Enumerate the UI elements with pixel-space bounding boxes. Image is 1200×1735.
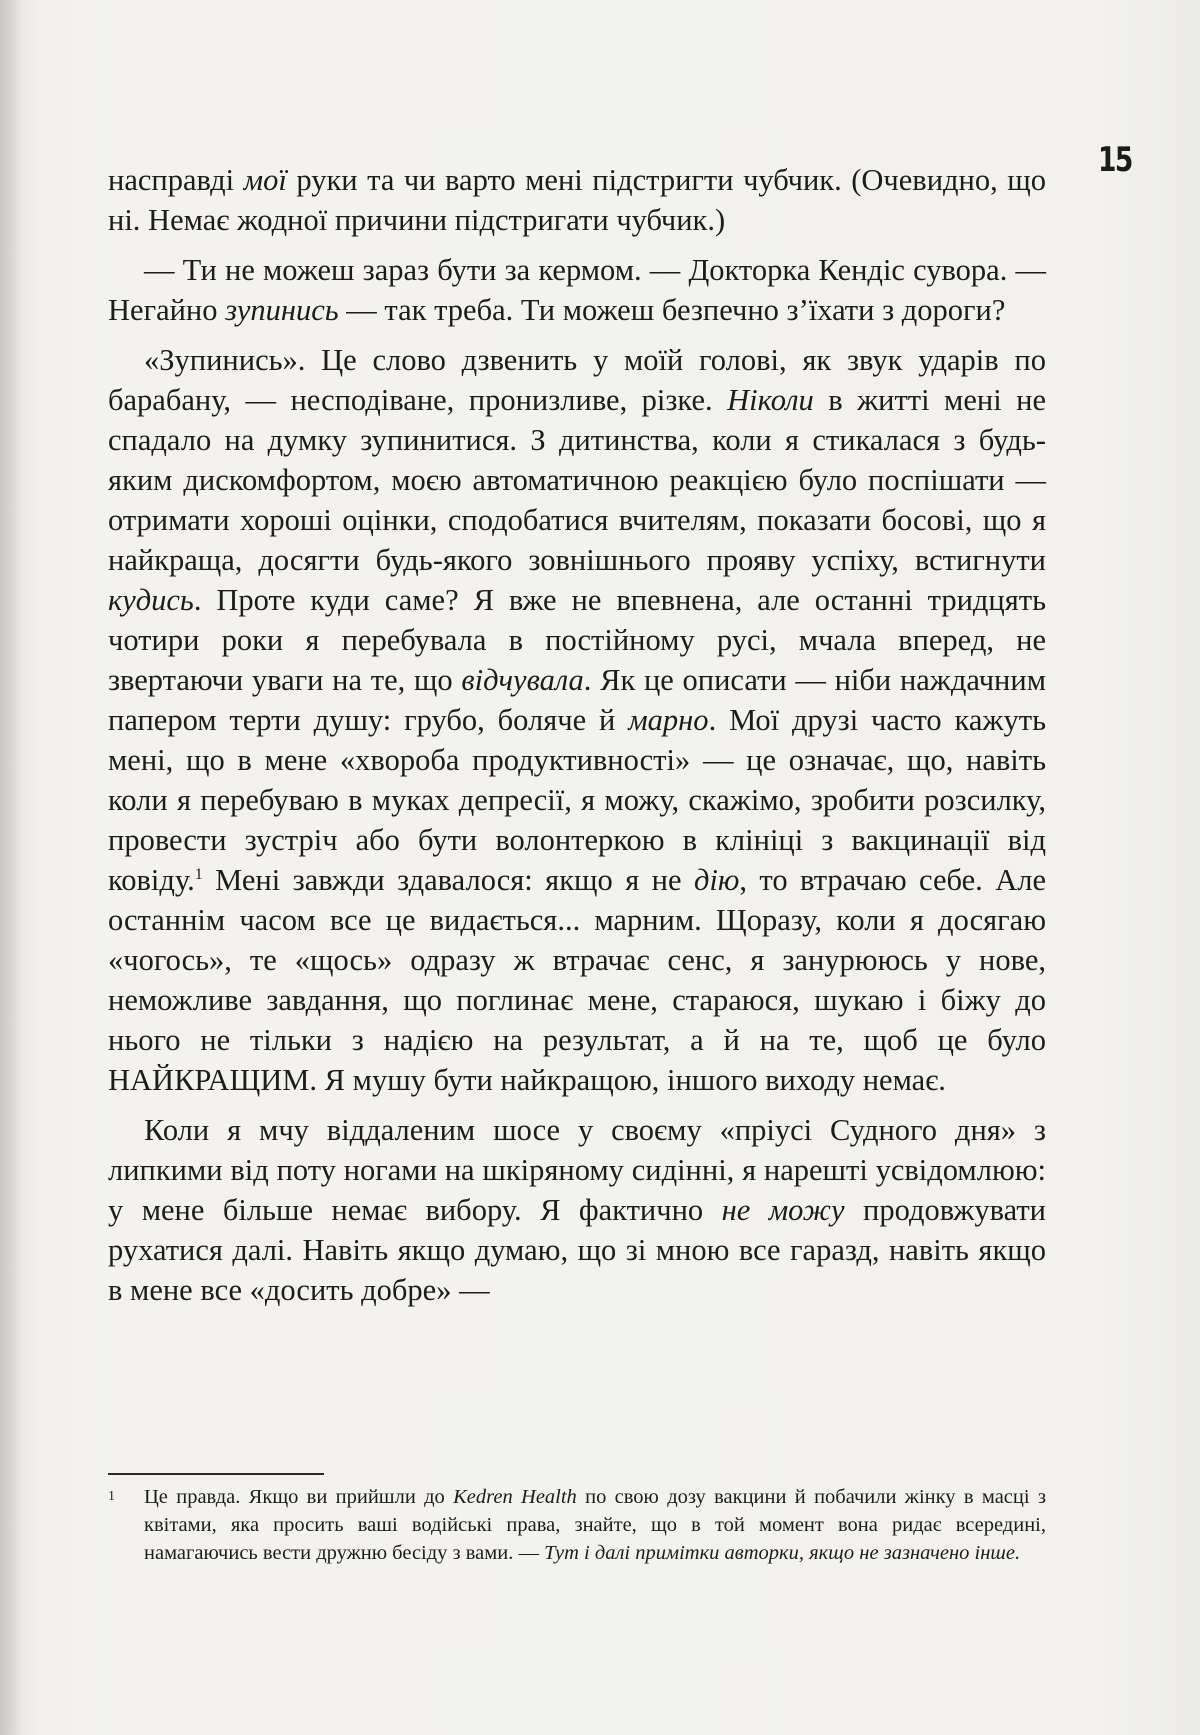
text-run: . Мої друзі часто кажуть мені, що в мене «хвороба продуктивності» — це означає, що, навіть коли я перебуваю в муках депресії, я можу, скажімо, зробити розсилку, провести зустріч або бути волонтеркою в клініці з вакцинації від ковіду. (108, 703, 1046, 897)
text-run: . Як це описати — ніби наждачним папером терти душу: грубо, боляче й (108, 663, 1046, 737)
emphasis-text: зупинись (225, 293, 339, 327)
emphasis-text: Ніколи (727, 383, 814, 417)
paragraph (108, 160, 1046, 240)
text-run: Це правда. Якщо ви прийшли до (144, 1486, 454, 1508)
text-run: , то втрачаю себе. Але останнім часом все це видається... марним. Щоразу, коли я досягаю «чогось», те «щось» одразу ж втрачає сенс, я занурююсь у нове, неможливе завдання, що поглинає мене, стараюся, шукаю і біжу до нього не тільки з надією на результат, а й на те, щоб це було НАЙКРАЩИМ. Я мушу бути найкращою, іншого виходу немає. (108, 863, 1046, 1097)
emphasis-text: дію (693, 863, 740, 897)
text-run: Коли я мчу віддаленим шосе у своєму «пріусі Судного дня» з липкими від поту ногами на шкіряному сидінні, я нарешті усвідомлюю: у мене більше немає вибору. Я фактично (108, 1113, 1046, 1227)
footnote-divider (108, 1473, 324, 1475)
emphasis-text: Kedren Health (453, 1486, 577, 1508)
footnote (108, 1483, 1046, 1567)
text-run: — Ти не можеш зараз бути за кермом. — Докторка Кендіс сувора. — Негайно (108, 253, 1046, 327)
footnote-marker: 1 (108, 1489, 115, 1504)
text-run: по свою дозу вакцини й побачили жінку в масці з квітами, яка просить ваші водійські права, знайте, що в той момент вона ридає всередині, намагаючись вести дружню бесіду з вами. — (144, 1486, 1046, 1564)
text-run: руки та чи варто мені підстригти чубчик. (Очевидно, що ні. Немає жодної причини підстригати чубчик.) (108, 163, 1046, 237)
text-run: — так треба. Ти можеш безпечно з’їхати з дороги? (338, 293, 1006, 327)
emphasis-text: марно (628, 703, 709, 737)
paragraph (108, 250, 1046, 330)
text-run: . Проте куди саме? Я вже не впевнена, але останні тридцять чотири роки я перебувала в постійному русі, мчала вперед, не звертаючи уваги на те, що (108, 583, 1046, 697)
paragraph (108, 340, 1046, 1100)
text-run: насправді (108, 163, 244, 197)
paragraph (108, 1110, 1046, 1310)
page-gutter-shadow (0, 0, 22, 1735)
footnote-reference: 1 (194, 865, 203, 883)
body-text (108, 160, 1046, 1320)
page-number: 15 (1098, 140, 1132, 180)
text-run: продовжувати рухатися далі. Навіть якщо думаю, що зі мною все гаразд, навіть якщо в мене все «досить добре» — (108, 1193, 1046, 1307)
emphasis-text: Тут і далі примітки авторки, якщо не зазначено інше. (544, 1542, 1021, 1564)
emphasis-text: не можу (721, 1193, 845, 1227)
text-run: в житті мені не спадало на думку зупинитися. З дитинства, коли я стикалася з будь-яким дискомфортом, моєю автоматичною реакцією було поспішати — отримати хороші оцінки, сподобатися вчителям, показати босові, що я найкраща, досягти будь-якого зовнішнього прояву успіху, встигнути (108, 383, 1046, 577)
text-run: Мені завжди здавалося: якщо я не (202, 863, 694, 897)
emphasis-text: кудись (108, 583, 194, 617)
footnote-text (144, 1483, 1046, 1567)
emphasis-text: мої (243, 163, 287, 197)
text-run: «Зупинись». Це слово дзвенить у моїй голові, як звук ударів по барабану, — несподіване, пронизливе, різке. (108, 343, 1046, 417)
emphasis-text: відчувала (461, 663, 584, 697)
